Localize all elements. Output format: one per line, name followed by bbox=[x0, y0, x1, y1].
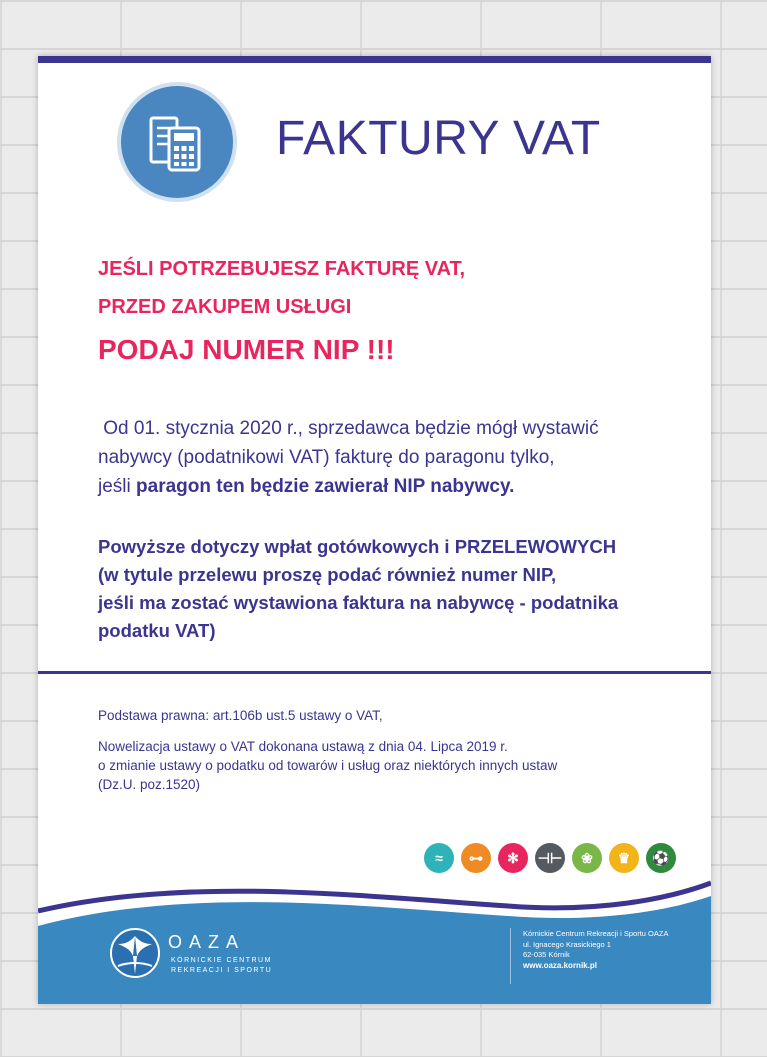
warning-line-2: PRZED ZAKUPEM USŁUGI bbox=[98, 296, 352, 318]
body-line-3-prefix: jeśli bbox=[98, 476, 137, 497]
football-icon: ⚽ bbox=[646, 843, 676, 873]
fitness-icon: ⊶ bbox=[461, 843, 491, 873]
footer bbox=[38, 926, 711, 1004]
oaza-logo-icon bbox=[108, 926, 162, 980]
top-rule bbox=[38, 56, 711, 63]
amendment-line-1: Nowelizacja ustawy o VAT dokonana ustawą z dnia 04. Lipca 2019 r. bbox=[98, 739, 508, 754]
poster bbox=[38, 56, 711, 1004]
invoice-calculator-icon bbox=[121, 86, 233, 198]
note-line-3: jeśli ma zostać wystawiona faktura na nabywcę - podatnika bbox=[98, 592, 619, 613]
logo-subtitle-1: KÓRNICKIE CENTRUM bbox=[171, 957, 272, 964]
warning-headline: PODAJ NUMER NIP !!! bbox=[98, 334, 395, 365]
amendment-line-3: (Dz.U. poz.1520) bbox=[98, 777, 201, 792]
sport-icons-row bbox=[424, 843, 676, 873]
dumbbell-icon: ⊣⊢ bbox=[535, 843, 565, 873]
legal-basis bbox=[98, 706, 698, 794]
website-link[interactable]: www.oaza.kornik.pl bbox=[523, 960, 597, 970]
body-paragraph bbox=[98, 414, 688, 501]
divider bbox=[38, 671, 711, 674]
logo-name: OAZA bbox=[168, 932, 246, 952]
warning-line-1: JEŚLI POTRZEBUJESZ FAKTURĘ VAT, bbox=[98, 258, 466, 280]
logo-subtitle-2: REKREACJI I SPORTU bbox=[171, 967, 273, 974]
note-line-1: Powyższe dotyczy wpłat gotówkowych i PRZELEWOWYCH bbox=[98, 536, 617, 557]
body-line-3-emphasis: paragon ten będzie zawierał NIP nabywcy. bbox=[136, 476, 515, 497]
address-line-2: ul. Ignacego Krasickiego 1 bbox=[523, 939, 611, 949]
lotus-icon: ❀ bbox=[572, 843, 602, 873]
body-line-3 bbox=[98, 472, 688, 501]
swimming-icon: ≈ bbox=[424, 843, 454, 873]
footer-address bbox=[523, 929, 668, 971]
body-line-1: Od 01. stycznia 2020 r., sprzedawca będzie mógł wystawić bbox=[98, 418, 599, 439]
note-line-4: podatku VAT) bbox=[98, 620, 216, 641]
transfer-note bbox=[98, 533, 698, 645]
amendment-line-2: o zmianie ustawy o podatku od towarów i usług oraz niektórych innych ustaw bbox=[98, 758, 558, 773]
legal-basis-line: Podstawa prawna: art.106b ust.5 ustawy o VAT, bbox=[98, 708, 383, 723]
footer-divider bbox=[510, 928, 511, 984]
trophy-icon: ♛ bbox=[609, 843, 639, 873]
body-line-2: nabywcy (podatnikowi VAT) fakturę do paragonu tylko, bbox=[98, 447, 555, 468]
address-line-1: Kórnickie Centrum Rekreacji i Sportu OAZA bbox=[523, 929, 669, 938]
page-title: FAKTURY VAT bbox=[276, 112, 601, 165]
note-line-2: (w tytule przelewu proszę podać również numer NIP, bbox=[98, 564, 557, 585]
address-line-3: 62-035 Kórnik bbox=[523, 950, 570, 959]
group-activity-icon: ✻ bbox=[498, 843, 528, 873]
